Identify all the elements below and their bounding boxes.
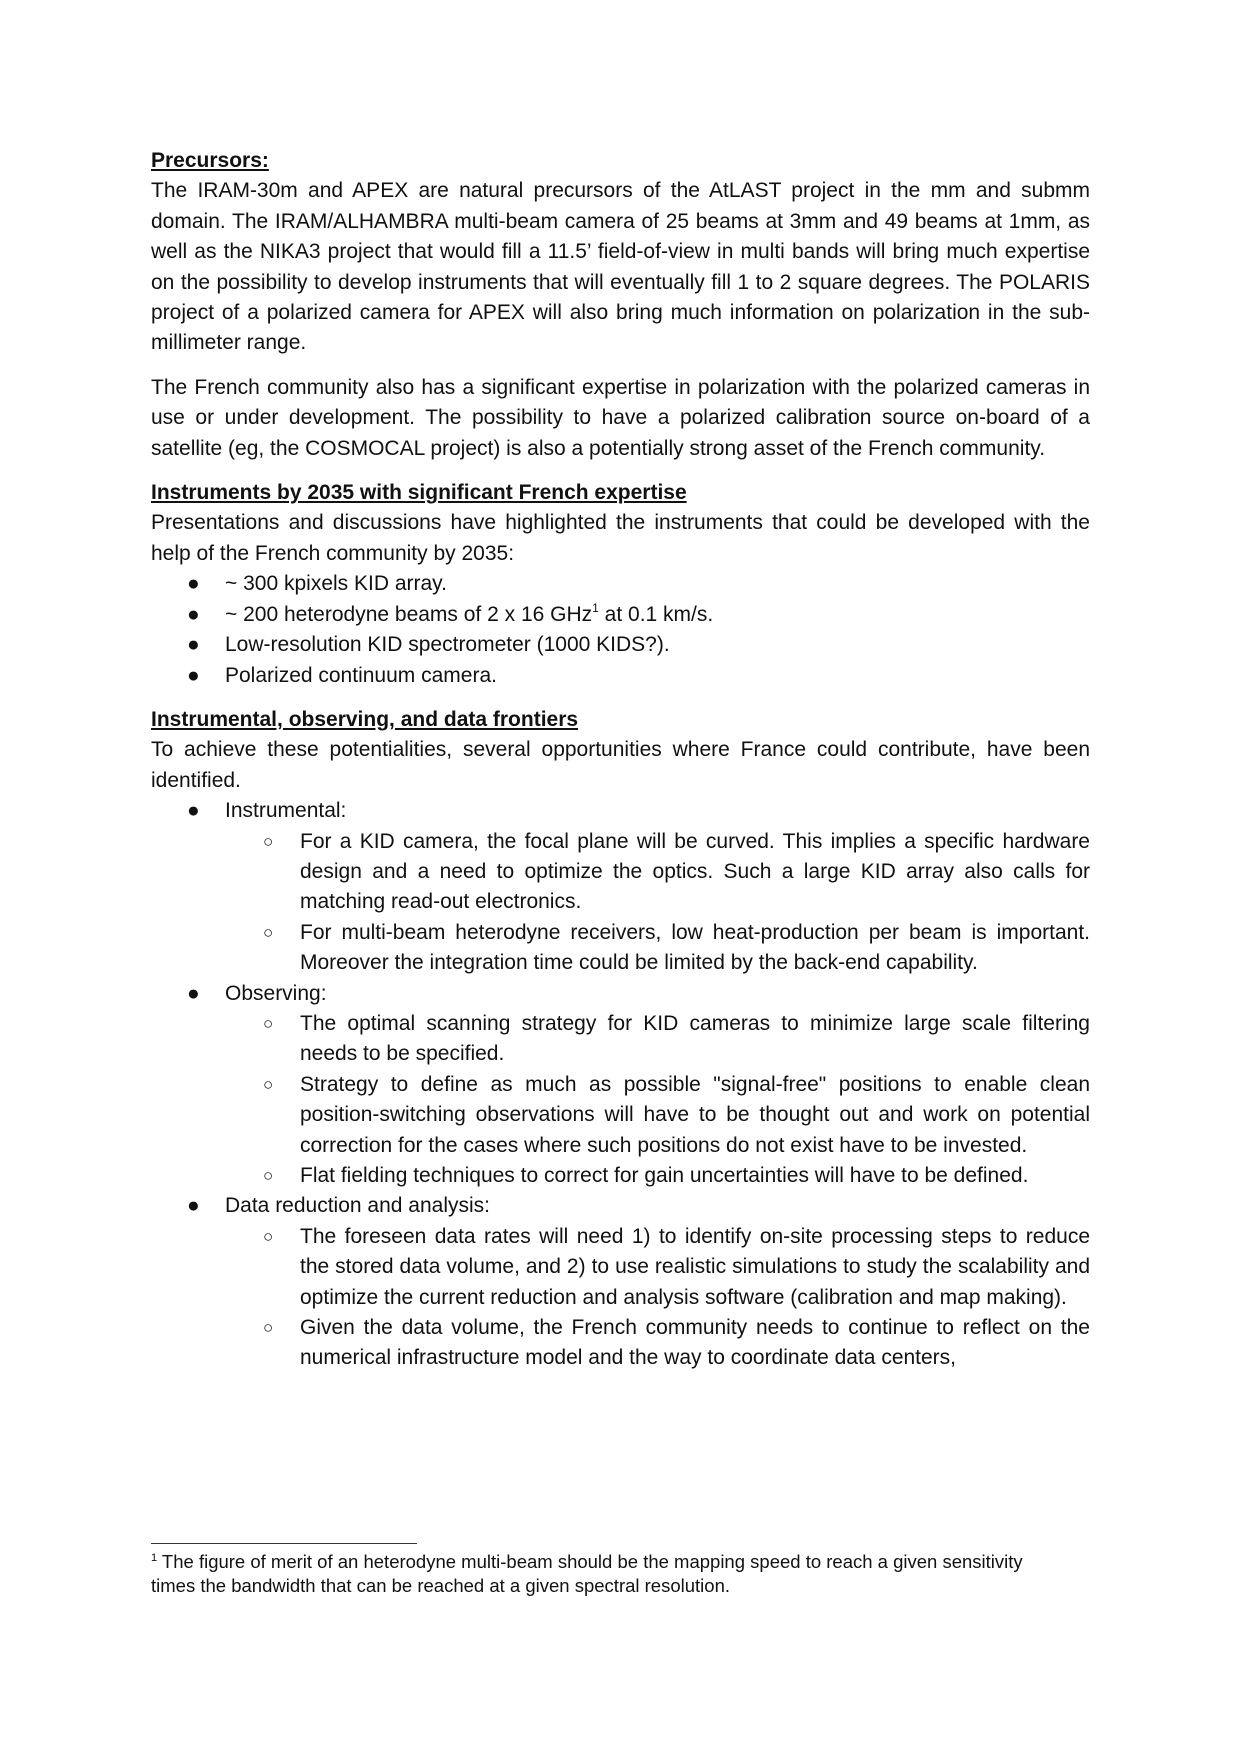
sub-list-item: ○ For multi-beam heterodyne receivers, low heat-production per beam is important. Moreover the integration time could be limited by the back-end capability. (151, 918, 1090, 979)
list-item: ● ~ 300 kpixels KID array. (151, 569, 1090, 599)
precursors-paragraph-2: The French community also has a significant expertise in polarization with the polarized cameras in use or under development. The possibility to have a polarized calibration source on-board of a satellite (eg, the COSMOCAL project) is also a potentially strong asset of the French community. (151, 375, 1090, 460)
list-item-observing: ● Observing: ○ The optimal scanning strategy for KID cameras to minimize large scale filtering needs to be specified. ○ Strategy to define as much as possible "signal-free" positions to enable clean position-switching observations will have to be thought out and work on potential correction for the cases where such positions do not exist have to be invested. ○ Flat fielding techniques to correct for gain uncertainties will have to be defined. (151, 979, 1090, 1192)
circle-bullet-icon: ○ (263, 1166, 274, 1185)
bullet-icon: ● (187, 663, 200, 687)
footnote-divider (151, 1543, 417, 1544)
instruments-heading: Instruments by 2035 with significant French expertise (151, 481, 687, 505)
circle-bullet-icon: ○ (263, 831, 274, 851)
bullet-icon: ● (187, 1194, 200, 1218)
frontiers-intro: To achieve these potentialities, several opportunities where France could contribute, have been identified. (151, 738, 1090, 792)
footnote-ref[interactable]: 1 (592, 600, 599, 615)
document-body (151, 146, 1090, 1374)
footnote (151, 1550, 1031, 1598)
bullet-icon: ● (187, 799, 200, 823)
list-item: ● Low-resolution KID spectrometer (1000 KIDS?). (151, 630, 1090, 660)
footnote-text: The figure of merit of an heterodyne multi-beam should be the mapping speed to reach a given sensitivity times the bandwidth that can be reached at a given spectral resolution. (151, 1551, 1023, 1596)
list-item-instrumental: ● Instrumental: ○ For a KID camera, the focal plane will be curved. This implies a specific hardware design and a need to optimize the optics. Such a large KID array also calls for matching read-out electronics. ○ For multi-beam heterodyne receivers, low heat-production per beam is important. Moreover the integration time could be limited by the back-end capability. (151, 796, 1090, 978)
circle-bullet-icon: ○ (263, 922, 274, 942)
circle-bullet-icon: ○ (263, 1074, 274, 1094)
precursors-paragraph-1: The IRAM-30m and APEX are natural precursors of the AtLAST project in the mm and submm domain. The IRAM/ALHAMBRA multi-beam camera of 25 beams at 3mm and 49 beams at 1mm, as well as the NIKA3 project that would fill a 11.5’ field-of-view in multi bands will bring much expertise on the possibility to develop instruments that will eventually fill 1 to 2 square degrees. The POLARIS project of a polarized camera for APEX will also bring much information on polarization in the sub-millimeter range. (151, 179, 1090, 355)
bullet-icon: ● (187, 981, 200, 1005)
list-item-data-reduction: ● Data reduction and analysis: ○ The foreseen data rates will need 1) to identify on-site processing steps to reduce the stored data volume, and 2) to use realistic simulations to study the scalability and optimize the current reduction and analysis software (calibration and map making). ○ Given the data volume, the French community needs to continue to reflect on the numerical infrastructure model and the way to coordinate data centers, (151, 1191, 1090, 1373)
circle-bullet-icon: ○ (263, 1226, 274, 1246)
list-item: ● Polarized continuum camera. (151, 661, 1090, 691)
sub-list (225, 1009, 1090, 1191)
circle-bullet-icon: ○ (263, 1013, 274, 1033)
bullet-icon: ● (187, 633, 200, 657)
frontiers-heading: Instrumental, observing, and data frontiers (151, 707, 579, 731)
footnote-mark: 1 (151, 1552, 158, 1564)
instruments-intro: Presentations and discussions have highlighted the instruments that could be developed with the help of the French community by 2035: (151, 511, 1090, 565)
bullet-icon: ● (187, 572, 200, 596)
instruments-list (151, 569, 1090, 691)
sub-list (225, 827, 1090, 979)
circle-bullet-icon: ○ (263, 1318, 274, 1338)
list-item: ● ~ 200 heterodyne beams of 2 x 16 GHz$^1$ at 0.1 km/s. (151, 600, 1090, 630)
sub-list-item: ○ Given the data volume, the French community needs to continue to reflect on the numerical infrastructure model and the way to coordinate data centers, (151, 1313, 1090, 1374)
bullet-icon: ● (187, 602, 200, 626)
precursors-heading: Precursors: (151, 149, 269, 172)
sub-list-item: ○ Flat fielding techniques to correct for gain uncertainties will have to be defined. (151, 1161, 1090, 1191)
sub-list-item: ○ The foreseen data rates will need 1) to identify on-site processing steps to reduce the stored data volume, and 2) to use realistic simulations to study the scalability and optimize the current reduction and analysis software (calibration and map making). (151, 1222, 1090, 1313)
sub-list (225, 1222, 1090, 1374)
frontiers-list (151, 796, 1090, 1374)
sub-list-item: ○ For a KID camera, the focal plane will be curved. This implies a specific hardware design and a need to optimize the optics. Such a large KID array also calls for matching read-out electronics. (151, 827, 1090, 918)
sub-list-item: ○ The optimal scanning strategy for KID cameras to minimize large scale filtering needs to be specified. (151, 1009, 1090, 1070)
sub-list-item: ○ Strategy to define as much as possible "signal-free" positions to enable clean position-switching observations will have to be thought out and work on potential correction for the cases where such positions do not exist have to be invested. (151, 1070, 1090, 1161)
